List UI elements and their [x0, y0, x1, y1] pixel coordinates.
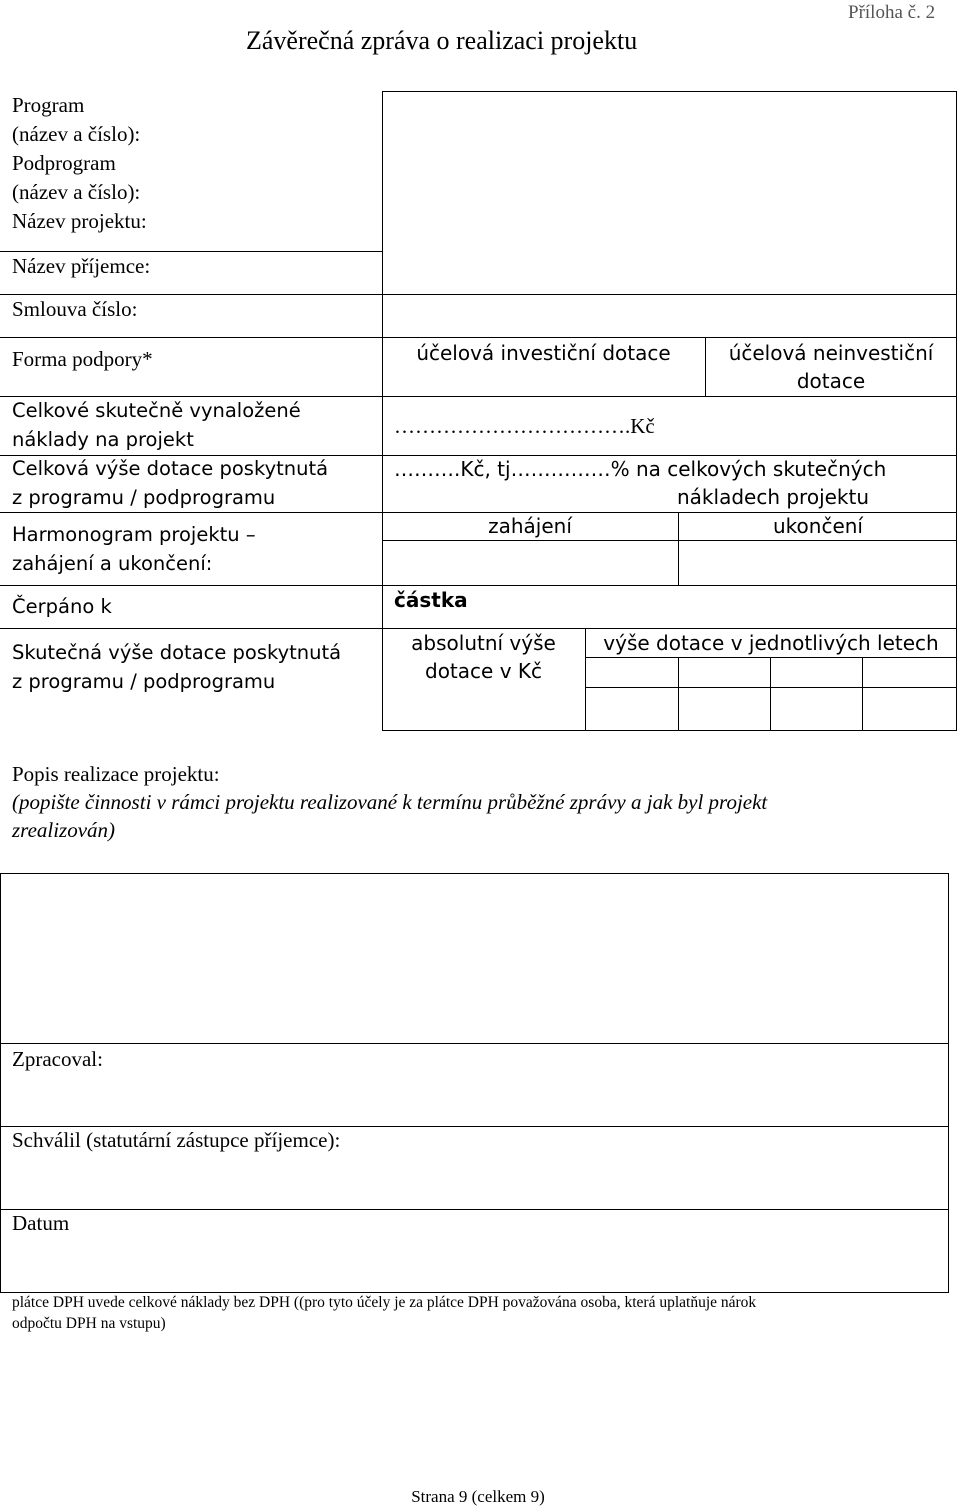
yearly-subsidy-header: výše dotace v jednotlivých letech	[603, 631, 939, 655]
label-actual-subsidy: Skutečná výše dotace poskytnutá	[12, 641, 342, 664]
label-recipient-name: Název příjemce:	[12, 254, 151, 278]
label-program-sub: (název a číslo):	[12, 122, 141, 146]
total-costs-field[interactable]: …………………………….Kč	[394, 414, 655, 438]
option-investment-subsidy[interactable]: účelová investiční dotace	[416, 341, 671, 365]
label-total-costs-sub: náklady na projekt	[12, 428, 194, 451]
description-hint: (popište činnosti v rámci projektu realizované k termínu průběžné zprávy a jak byl projekt	[12, 790, 768, 814]
label-subprogram-sub: (název a číslo):	[12, 180, 141, 204]
date-label: Datum	[12, 1211, 70, 1235]
amount-label: částka	[394, 588, 468, 612]
label-total-subsidy: Celková výše dotace poskytnutá	[12, 457, 329, 480]
label-actual-subsidy-sub: z programu / podprogramu	[12, 670, 276, 693]
label-total-costs: Celkové skutečně vynaložené	[12, 399, 301, 422]
footnote: plátce DPH uvede celkové náklady bez DPH ((pro tyto účely je za plátce DPH považována osoba, která uplatňuje nárok	[12, 1294, 757, 1311]
end-date-field[interactable]	[679, 541, 956, 585]
approved-by-label: Schválil (statutární zástupce příjemce):	[12, 1128, 341, 1152]
prepared-by-label: Zpracoval:	[12, 1047, 103, 1071]
absolute-subsidy-header-sub: dotace v Kč	[425, 659, 542, 683]
page-title: Závěrečná zpráva o realizaci projektu	[246, 26, 638, 55]
footnote-sub: odpočtu DPH na vstupu)	[12, 1315, 166, 1332]
label-subprogram: Podprogram	[12, 151, 116, 175]
description-text-area[interactable]	[1, 874, 947, 1042]
absolute-subsidy-header: absolutní výše	[411, 631, 556, 655]
label-project-name: Název projektu:	[12, 209, 147, 233]
description-hint-sub: zrealizován)	[12, 818, 116, 842]
start-date-field[interactable]	[383, 541, 678, 585]
start-header: zahájení	[488, 514, 572, 538]
total-subsidy-field-sub: nákladech projektu	[677, 485, 870, 509]
label-program: Program	[12, 93, 85, 117]
label-support-form: Forma podpory*	[12, 347, 153, 371]
option-noninvestment-subsidy[interactable]: účelová neinvestiční	[728, 341, 934, 365]
page-number: Strana 9 (celkem 9)	[411, 1487, 545, 1506]
label-schedule-sub: zahájení a ukončení:	[12, 552, 213, 575]
label-drawn-by: Čerpáno k	[12, 595, 112, 618]
label-contract-number: Smlouva číslo:	[12, 297, 138, 321]
label-schedule: Harmonogram projektu –	[12, 523, 256, 546]
option-noninvestment-subsidy-sub: dotace	[796, 369, 866, 393]
attachment-label: Příloha č. 2	[848, 2, 936, 23]
label-total-subsidy-sub: z programu / podprogramu	[12, 486, 276, 509]
total-subsidy-field[interactable]: ……….Kč, tj……………% na celkových skutečných	[394, 457, 887, 481]
end-header: ukončení	[773, 514, 863, 538]
description-heading: Popis realizace projektu:	[12, 762, 220, 786]
